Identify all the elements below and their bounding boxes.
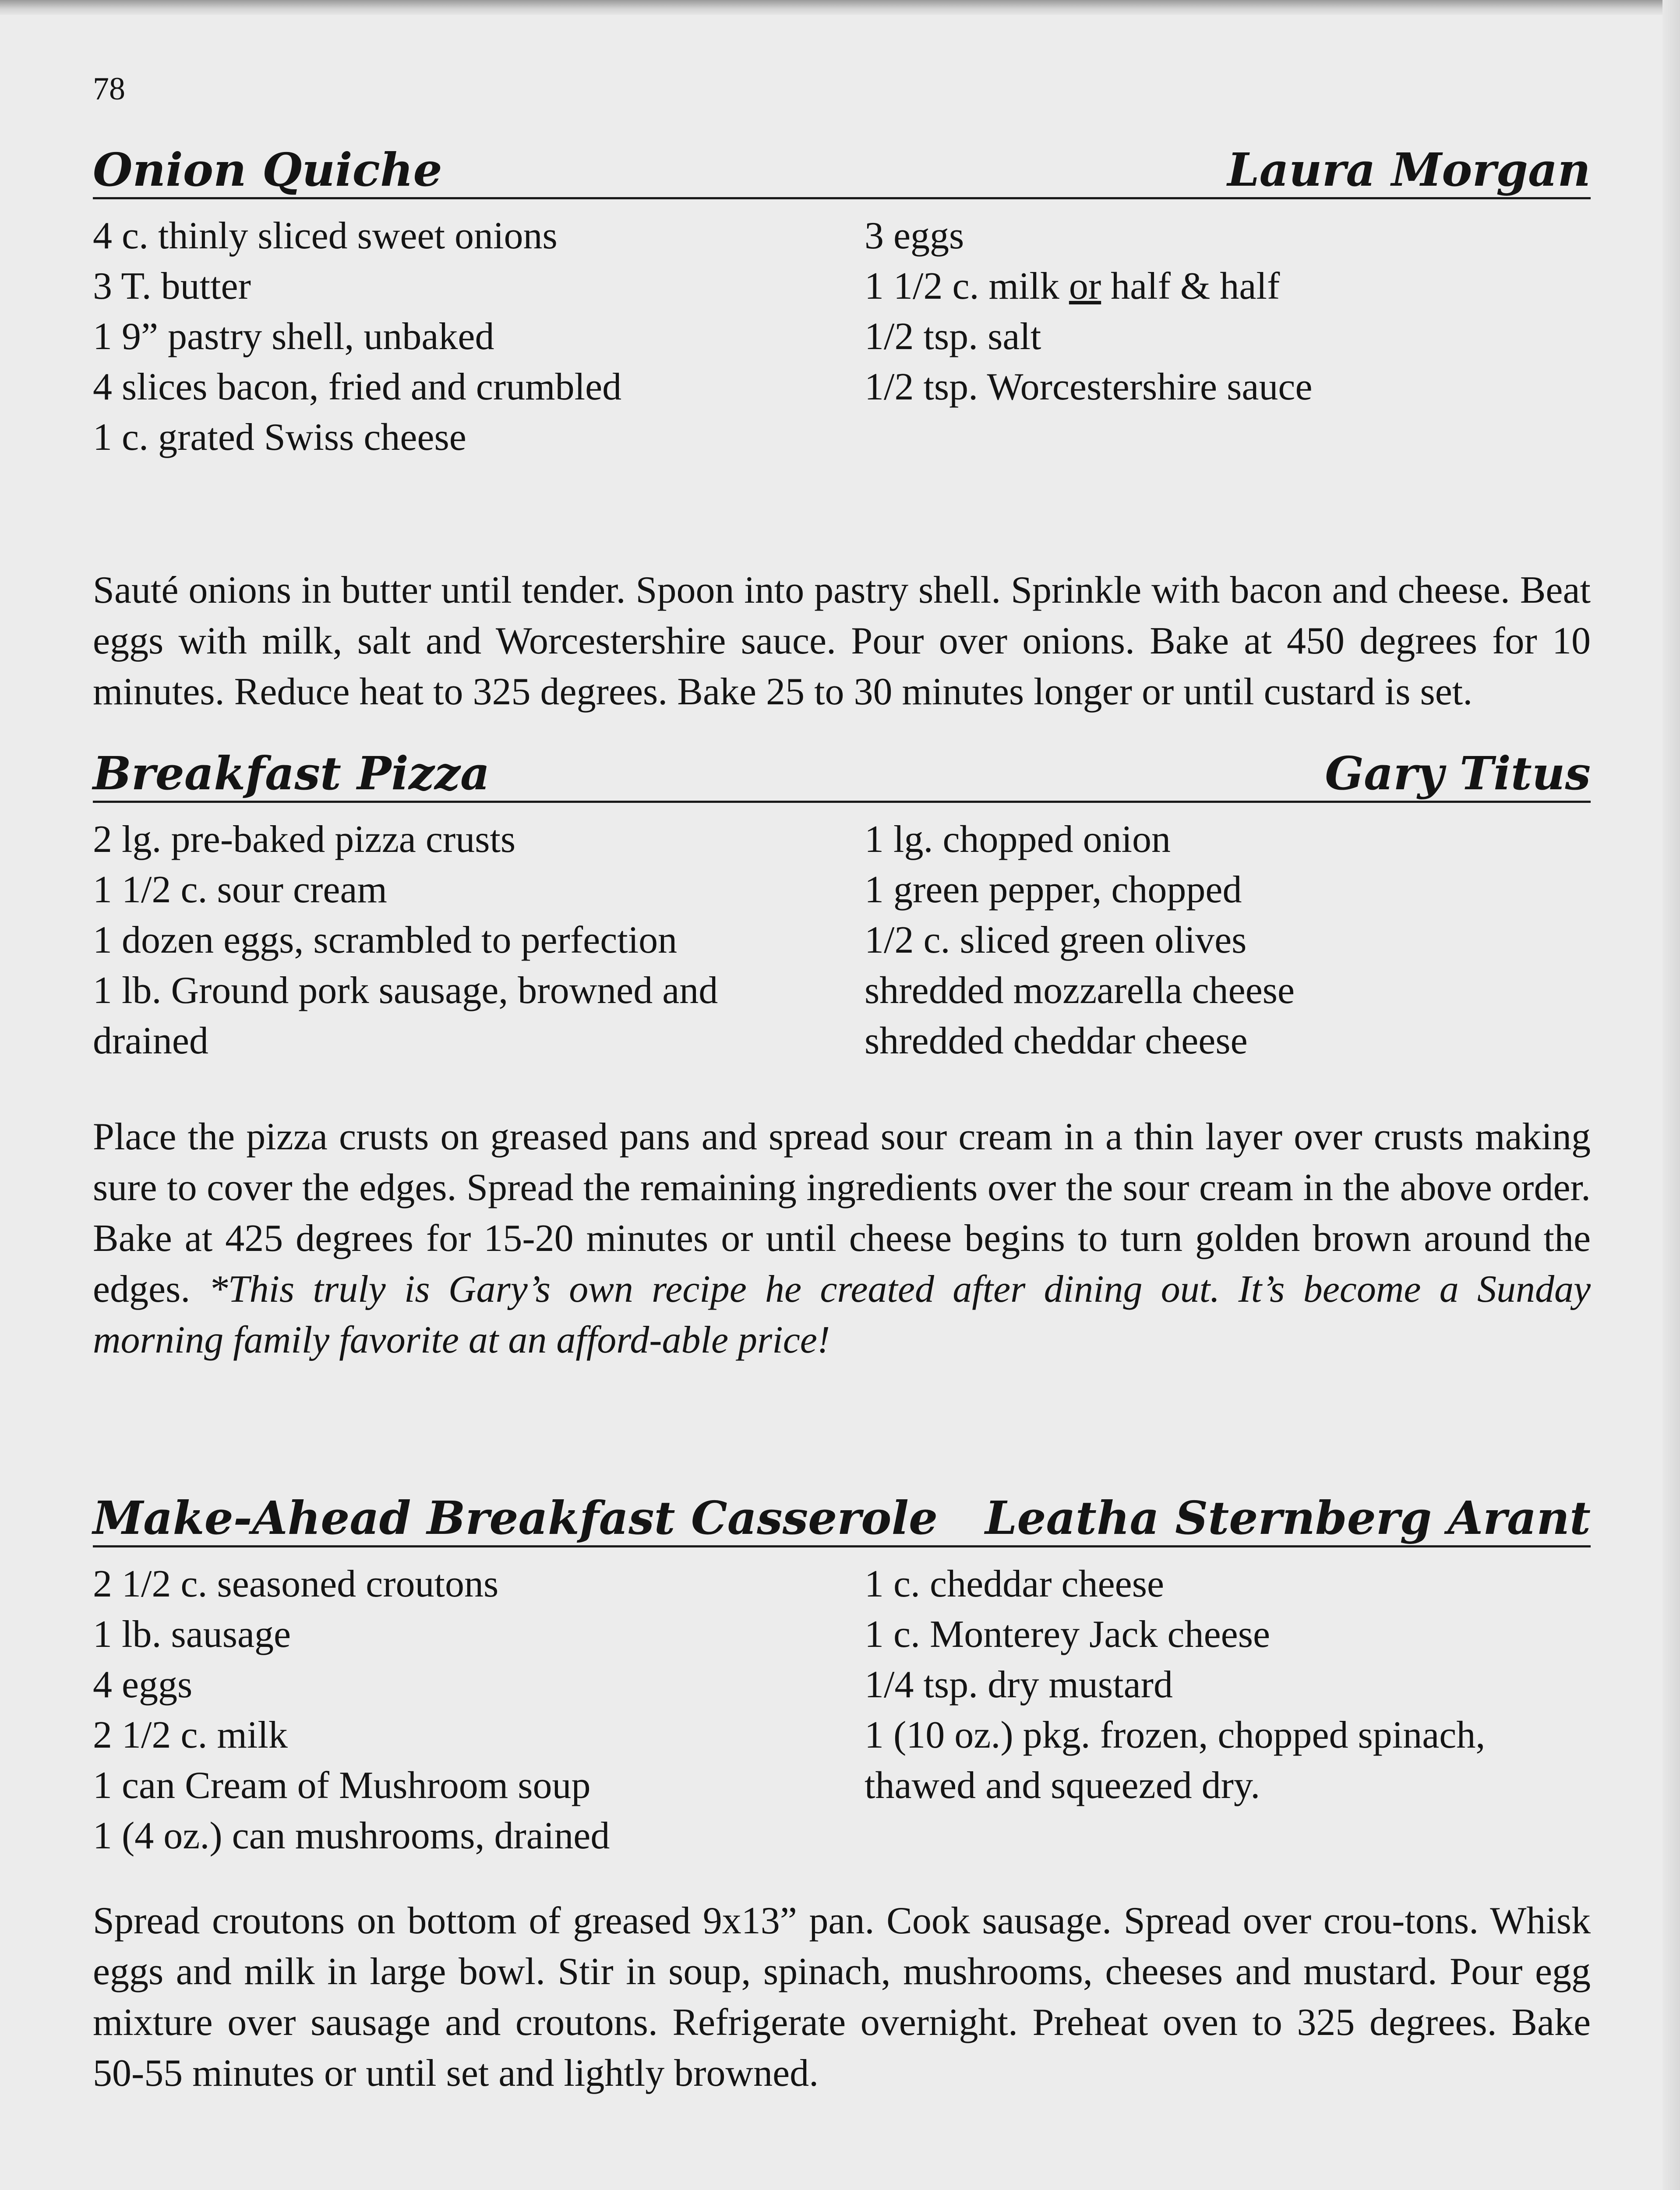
ingredient-column-right [865,1559,1591,1811]
ingredient-item: 4 slices bacon, fried and crumbled [93,366,622,408]
recipe-instructions: Spread croutons on bottom of greased 9x13” pan. Cook sausage. Spread over crou-tons. Whisk eggs and milk in large bowl. Stir in soup, spinach, mushrooms, cheeses and mustard. Pour egg mixture over sausage and croutons. Refrigerate overnight. Preheat oven to 325 degrees. Bake 50-55 minutes or until set and lightly browned. [93,1900,1591,2095]
ingredient-item: shredded mozzarella cheese [865,969,1295,1012]
ingredient-item: 1 c. grated Swiss cheese [93,416,466,459]
ingredient-item: 1 lg. chopped onion [865,818,1171,861]
recipe-title: Onion Quiche [93,143,442,197]
ingredient-item: 3 T. butter [93,265,251,307]
ingredient-item: 1 lb. sausage [93,1613,291,1656]
page-top-edge [0,0,1680,15]
ingredient-item [865,261,1591,311]
ingredient-item: 4 c. thinly sliced sweet onions [93,215,558,257]
recipe-header [93,731,1591,803]
recipe-instructions: Sauté onions in butter until tender. Spoon into pastry shell. Sprinkle with bacon and cheese. Beat eggs with milk, salt and Worcestershire sauce. Pour over onions. Bake at 450 degrees for 10 minutes. Reduce heat to 325 degrees. Bake 25 to 30 minutes longer or until custard is set. [93,569,1591,713]
recipe-breakfast-pizza [93,731,1591,1361]
ingredient-item: shredded cheddar cheese [865,1020,1248,1062]
ingredient-item: 1 c. Monterey Jack cheese [865,1613,1271,1656]
ingredient-item: 3 eggs [865,215,964,257]
ingredient-item: 1/2 c. sliced green olives [865,919,1247,961]
ingredient-text: 1 1/2 c. milk [865,265,1069,307]
ingredient-item: 1/4 tsp. dry mustard [865,1664,1173,1706]
ingredient-item: 1 lb. Ground pork sausage, browned and [93,969,718,1012]
ingredient-item: 1 9” pastry shell, unbaked [93,315,494,358]
recipe-header [93,1475,1591,1547]
ingredient-item: 1 c. cheddar cheese [865,1563,1165,1605]
ingredient-item: 1 can Cream of Mushroom soup [93,1764,591,1807]
page-number: 78 [93,71,125,107]
ingredient-list [93,1559,1591,1865]
ingredient-item: 1 dozen eggs, scrambled to perfection [93,919,678,961]
ingredient-column-left [93,814,837,1066]
ingredient-item: 2 1/2 c. milk [93,1714,288,1756]
underlined-word: or [1069,265,1101,307]
ingredient-item: thawed and squeezed dry. [865,1764,1260,1807]
ingredient-item: 1 1/2 c. sour cream [93,869,387,911]
ingredient-item: 1 (10 oz.) pkg. frozen, chopped spinach, [865,1714,1486,1756]
recipe-header [93,127,1591,199]
ingredient-item: 1/2 tsp. Worcestershire sauce [865,366,1313,408]
ingredient-item: 2 lg. pre-baked pizza crusts [93,818,516,861]
recipe-author: Leatha Sternberg Arant [985,1491,1591,1545]
ingredient-text: half & half [1101,265,1280,307]
ingredient-item: drained [93,1020,208,1062]
recipe-author: Laura Morgan [1227,143,1591,197]
recipe-title: Breakfast Pizza [93,746,490,800]
ingredient-column-right [865,211,1591,412]
ingredient-list [93,211,1591,469]
recipe-title: Make-Ahead Breakfast Casserole [93,1491,938,1545]
recipe-onion-quiche [93,127,1591,713]
ingredient-item: 1 (4 oz.) can mushrooms, drained [93,1815,610,1857]
ingredient-column-right [865,814,1591,1066]
ingredient-column-left [93,211,837,463]
page-right-edge [1662,0,1680,2190]
ingredient-column-left [93,1559,837,1861]
instructions-text: Place the pizza crusts on greased pans and spread sour cream in a thin layer over crusts making sure to cover the edges. Spread the remaining ingredients over the sour cream in the above order. Bake at 425 degrees for 15-20 minutes or until cheese begins to turn golden brown around the edges. [93,1116,1591,1310]
ingredient-item: 1 green pepper, chopped [865,869,1242,911]
ingredient-item: 1/2 tsp. salt [865,315,1041,358]
ingredient-list [93,814,1591,1073]
recipe-note: *This truly is Gary’s own recipe he created after dining out. It’s become a Sunday morning family favorite at an afford-able price! [93,1268,1591,1361]
ingredient-item: 2 1/2 c. seasoned croutons [93,1563,499,1605]
recipe-author: Gary Titus [1325,746,1591,800]
recipe-instructions [93,1112,1591,1366]
ingredient-item: 4 eggs [93,1664,193,1706]
recipe-make-ahead-breakfast-casserole [93,1475,1591,2095]
